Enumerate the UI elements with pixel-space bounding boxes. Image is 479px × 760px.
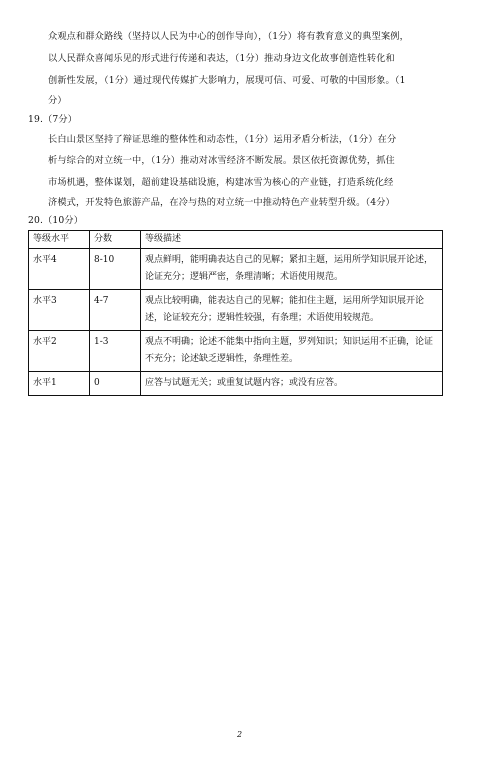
- row-level: 水平1: [29, 372, 90, 396]
- header-desc: 等级描述: [141, 231, 443, 249]
- q18-line-3: 创新性发展，（1分）通过现代传媒扩大影响力，展现可信、可爱、可敬的中国形象。（1: [48, 75, 406, 86]
- row-score: 1-3: [90, 331, 141, 372]
- q18-line-2: 以人民群众喜闻乐见的形式进行传递和表达，（1分）推动身边文化故事创造性转化和: [48, 53, 395, 64]
- row-level: 水平2: [29, 331, 90, 372]
- grading-table: [28, 230, 443, 396]
- row-desc: 应答与试题无关；或重复试题内容；或没有应答。: [141, 372, 443, 396]
- table-row: [29, 372, 443, 396]
- table-row: [29, 290, 443, 331]
- table-header-row: [29, 231, 443, 249]
- q19-line-2: 析与综合的对立统一中，（1分）推动对冰雪经济不断发展。景区依托资源优势，抓住: [48, 155, 395, 166]
- table-row: [29, 331, 443, 372]
- row-score: 4-7: [90, 290, 141, 331]
- row-desc: 观点不明确；论述不能集中指向主题，罗列知识；知识运用不正确，论证不充分；论述缺乏逻辑性，条理性差。: [141, 331, 443, 372]
- q19-heading: 19.（7分）: [28, 114, 78, 125]
- q18-line-1: 众观点和群众路线（坚持以人民为中心的创作导向），（1分）将有教育意义的典型案例，: [48, 31, 409, 42]
- q19-line-4: 济模式，开发特色旅游产品，在冷与热的对立统一中推动特色产业转型升级。（4分）: [48, 197, 395, 208]
- q19-line-1: 长白山景区坚持了辩证思维的整体性和动态性，（1分）运用矛盾分析法，（1分）在分: [48, 134, 397, 145]
- row-level: 水平4: [29, 249, 90, 290]
- q19-line-3: 市场机遇，整体谋划，超前建设基础设施，构建冰雪为核心的产业链，打造系统化经: [48, 177, 394, 188]
- row-score: 8-10: [90, 249, 141, 290]
- header-score: 分数: [90, 231, 141, 249]
- row-level: 水平3: [29, 290, 90, 331]
- q18-line-4: 分）: [48, 95, 67, 106]
- q20-heading: 20.（10分）: [28, 215, 84, 226]
- table-row: [29, 249, 443, 290]
- page-number: 2: [236, 730, 243, 739]
- row-desc: 观点鲜明，能明确表达自己的见解；紧扣主题，运用所学知识展开论述，论证充分；逻辑严密，条理清晰；术语使用规范。: [141, 249, 443, 290]
- row-desc: 观点比较明确，能表达自己的见解；能扣住主题，运用所学知识展开论述，论证较充分；逻辑性较强，有条理；术语使用较规范。: [141, 290, 443, 331]
- row-score: 0: [90, 372, 141, 396]
- header-level: 等级水平: [29, 231, 90, 249]
